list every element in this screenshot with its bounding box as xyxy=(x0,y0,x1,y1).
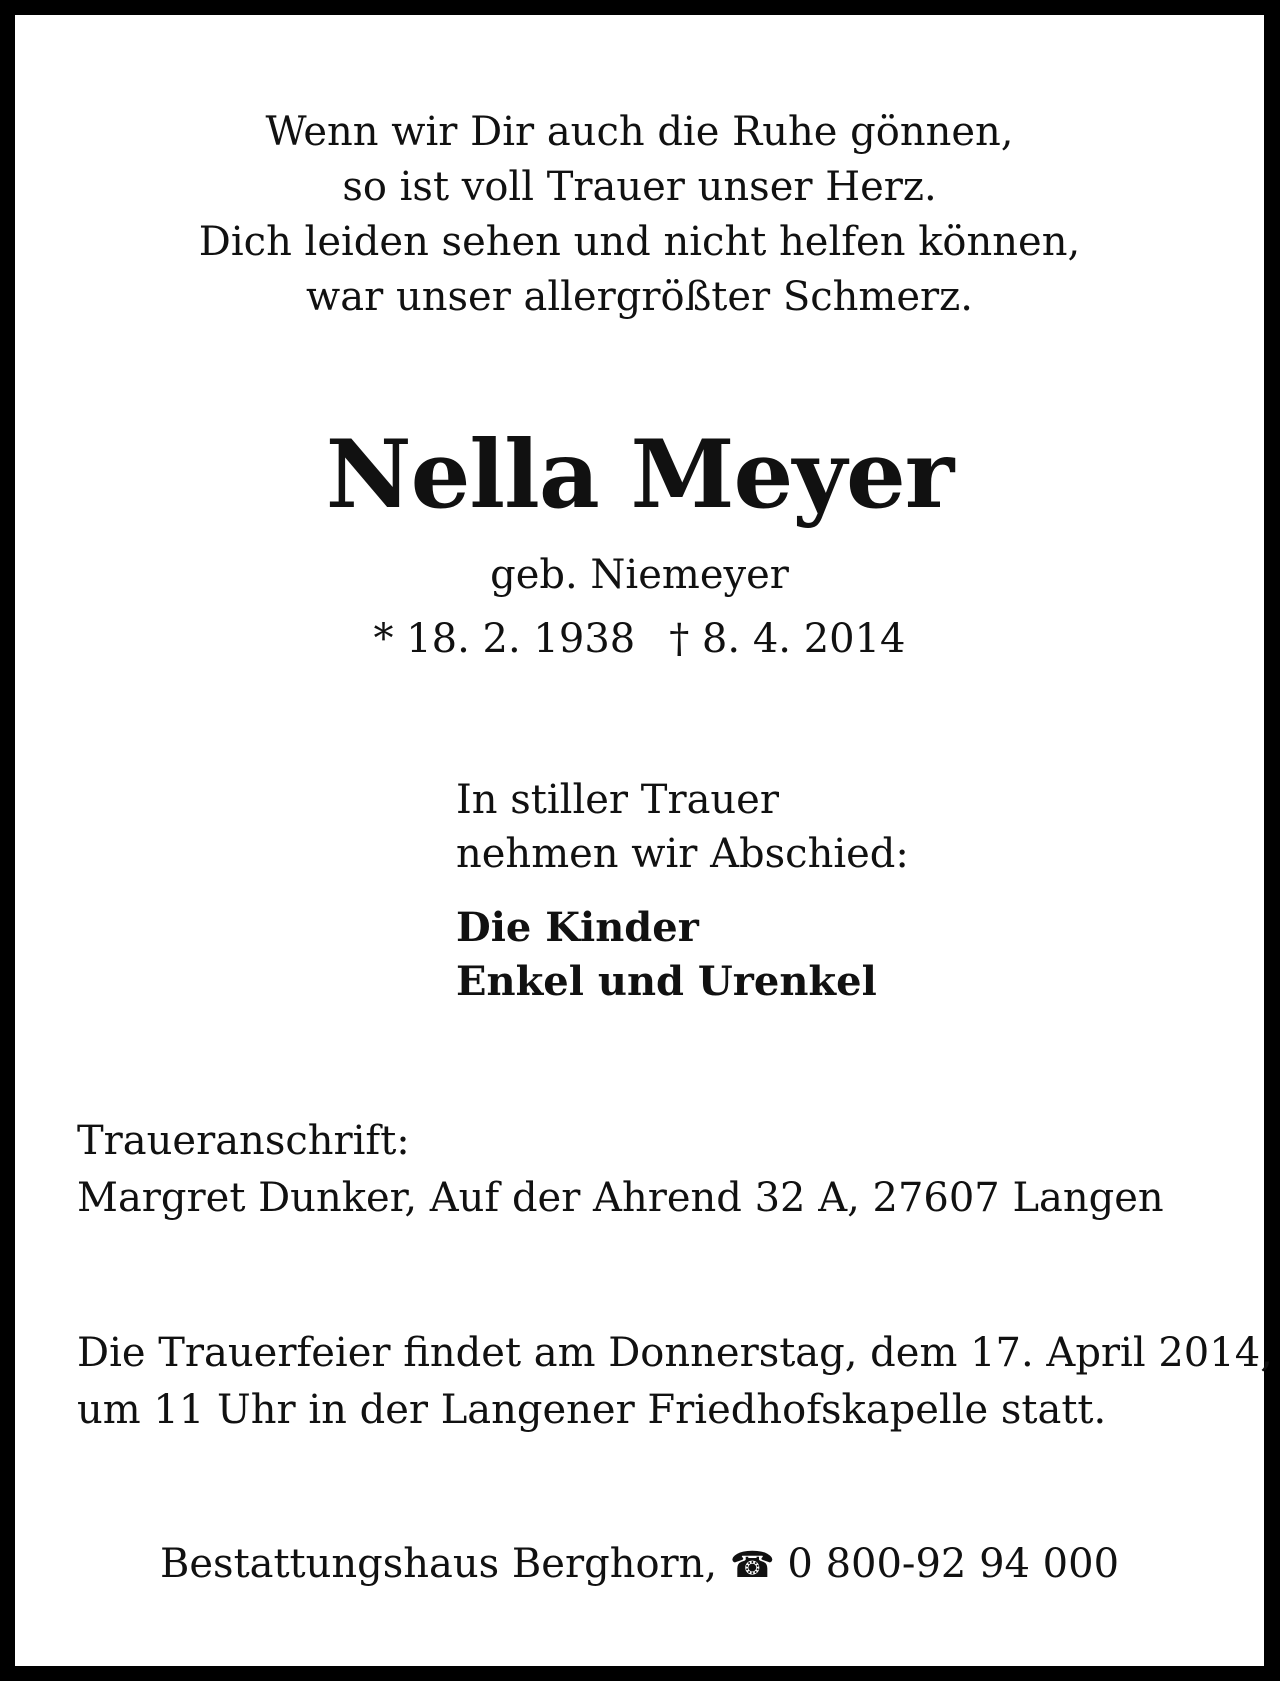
phone-icon: ☎ xyxy=(729,1545,775,1586)
maiden-name: geb. Niemeyer xyxy=(490,552,789,598)
poem-line: Dich leiden sehen und nicht helfen können, xyxy=(198,219,1081,265)
address-line: Margret Dunker, Auf der Ahrend 32 A, 27607 Langen xyxy=(77,1175,1164,1221)
poem-line: Wenn wir Dir auch die Ruhe gönnen, xyxy=(265,109,1014,155)
service-line: Die Trauerfeier findet am Donnerstag, dem 17. April 2014, xyxy=(77,1330,1273,1376)
poem-line: so ist voll Trauer unser Herz. xyxy=(342,164,937,210)
life-dates xyxy=(15,613,1264,665)
mourning-line: In stiller Trauer xyxy=(456,777,779,823)
birth-date: * 18. 2. 1938 xyxy=(373,616,636,662)
address-label: Traueranschrift: xyxy=(77,1118,410,1164)
funeral-service-info xyxy=(77,1325,1273,1439)
deceased-name: Nella Meyer xyxy=(325,420,954,530)
mourning-address xyxy=(77,1113,1164,1227)
phone-number: 0 800-92 94 000 xyxy=(787,1541,1120,1587)
family-line: Die Kinder xyxy=(456,904,699,951)
death-date: † 8. 4. 2014 xyxy=(669,616,906,662)
mourning-line: nehmen wir Abschied: xyxy=(456,831,909,877)
funeral-home-footer xyxy=(15,1537,1264,1593)
family-line: Enkel und Urenkel xyxy=(456,958,877,1005)
poem xyxy=(15,105,1264,325)
poem-line: war unser allergrößter Schmerz. xyxy=(306,274,973,320)
obituary-notice xyxy=(15,15,1273,1666)
family-names xyxy=(456,901,877,1009)
mourning-statement xyxy=(456,773,909,881)
service-line: um 11 Uhr in der Langener Friedhofskapelle statt. xyxy=(77,1387,1107,1433)
funeral-home-name: Bestattungshaus Berghorn, xyxy=(159,1541,718,1587)
